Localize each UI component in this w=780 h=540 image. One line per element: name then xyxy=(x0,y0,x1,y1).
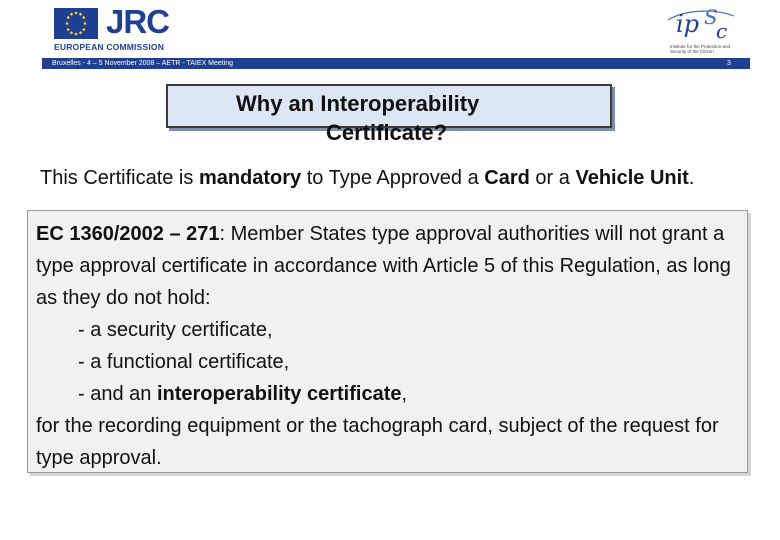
regulation-lead-line xyxy=(36,218,742,314)
slide-header xyxy=(0,0,780,72)
item3-prefix: - and an xyxy=(78,383,157,405)
intro-bold-vehicle-unit: Vehicle Unit xyxy=(575,167,689,189)
svg-text:c: c xyxy=(716,19,728,43)
slide-title-line-1: Why an Interoperability xyxy=(236,91,480,116)
regulation-closing: for the recording equipment or the tachograph card, subject of the request for type approval. xyxy=(36,415,719,469)
regulation-item-security: - a security certificate, xyxy=(78,319,273,341)
commission-label: EUROPEAN COMMISSION xyxy=(54,42,165,52)
svg-text:S: S xyxy=(704,5,718,29)
regulation-reference: EC 1360/2002 – 271 xyxy=(36,223,220,245)
ipsc-institute-label: Institute for the Protection and Security of the Citizen xyxy=(670,44,731,54)
meeting-label: Bruxelles - 4 – 5 November 2008 – AETR - TAIEX Meeting xyxy=(52,60,234,67)
regulation-text xyxy=(36,218,742,474)
intro-text-1: This Certificate is xyxy=(40,167,199,189)
intro-text-3: or a xyxy=(529,167,576,189)
svg-text:ip: ip xyxy=(676,10,700,38)
jrc-logo: JRC xyxy=(106,3,170,40)
intro-text-4: . xyxy=(688,167,695,189)
regulation-lead: : Member States type approval authorities will not grant a type approval certificate in accordance with Article 5 of this Regulation, as long as they do not hold: xyxy=(36,223,731,309)
intro-bold-mandatory: mandatory xyxy=(198,167,302,189)
intro-paragraph xyxy=(40,164,740,192)
slide-title-line-2: Certificate? xyxy=(326,120,448,145)
regulation-item-functional: - a functional certificate, xyxy=(78,351,290,373)
eu-flag-icon xyxy=(54,8,98,39)
item3-suffix: , xyxy=(401,383,408,405)
page-number: 3 xyxy=(727,60,731,67)
item3-bold: interoperability certificate xyxy=(156,383,402,405)
intro-bold-card: Card xyxy=(484,167,530,189)
regulation-item-interoperability xyxy=(36,378,742,410)
intro-text-2: to Type Approved a xyxy=(301,167,485,189)
